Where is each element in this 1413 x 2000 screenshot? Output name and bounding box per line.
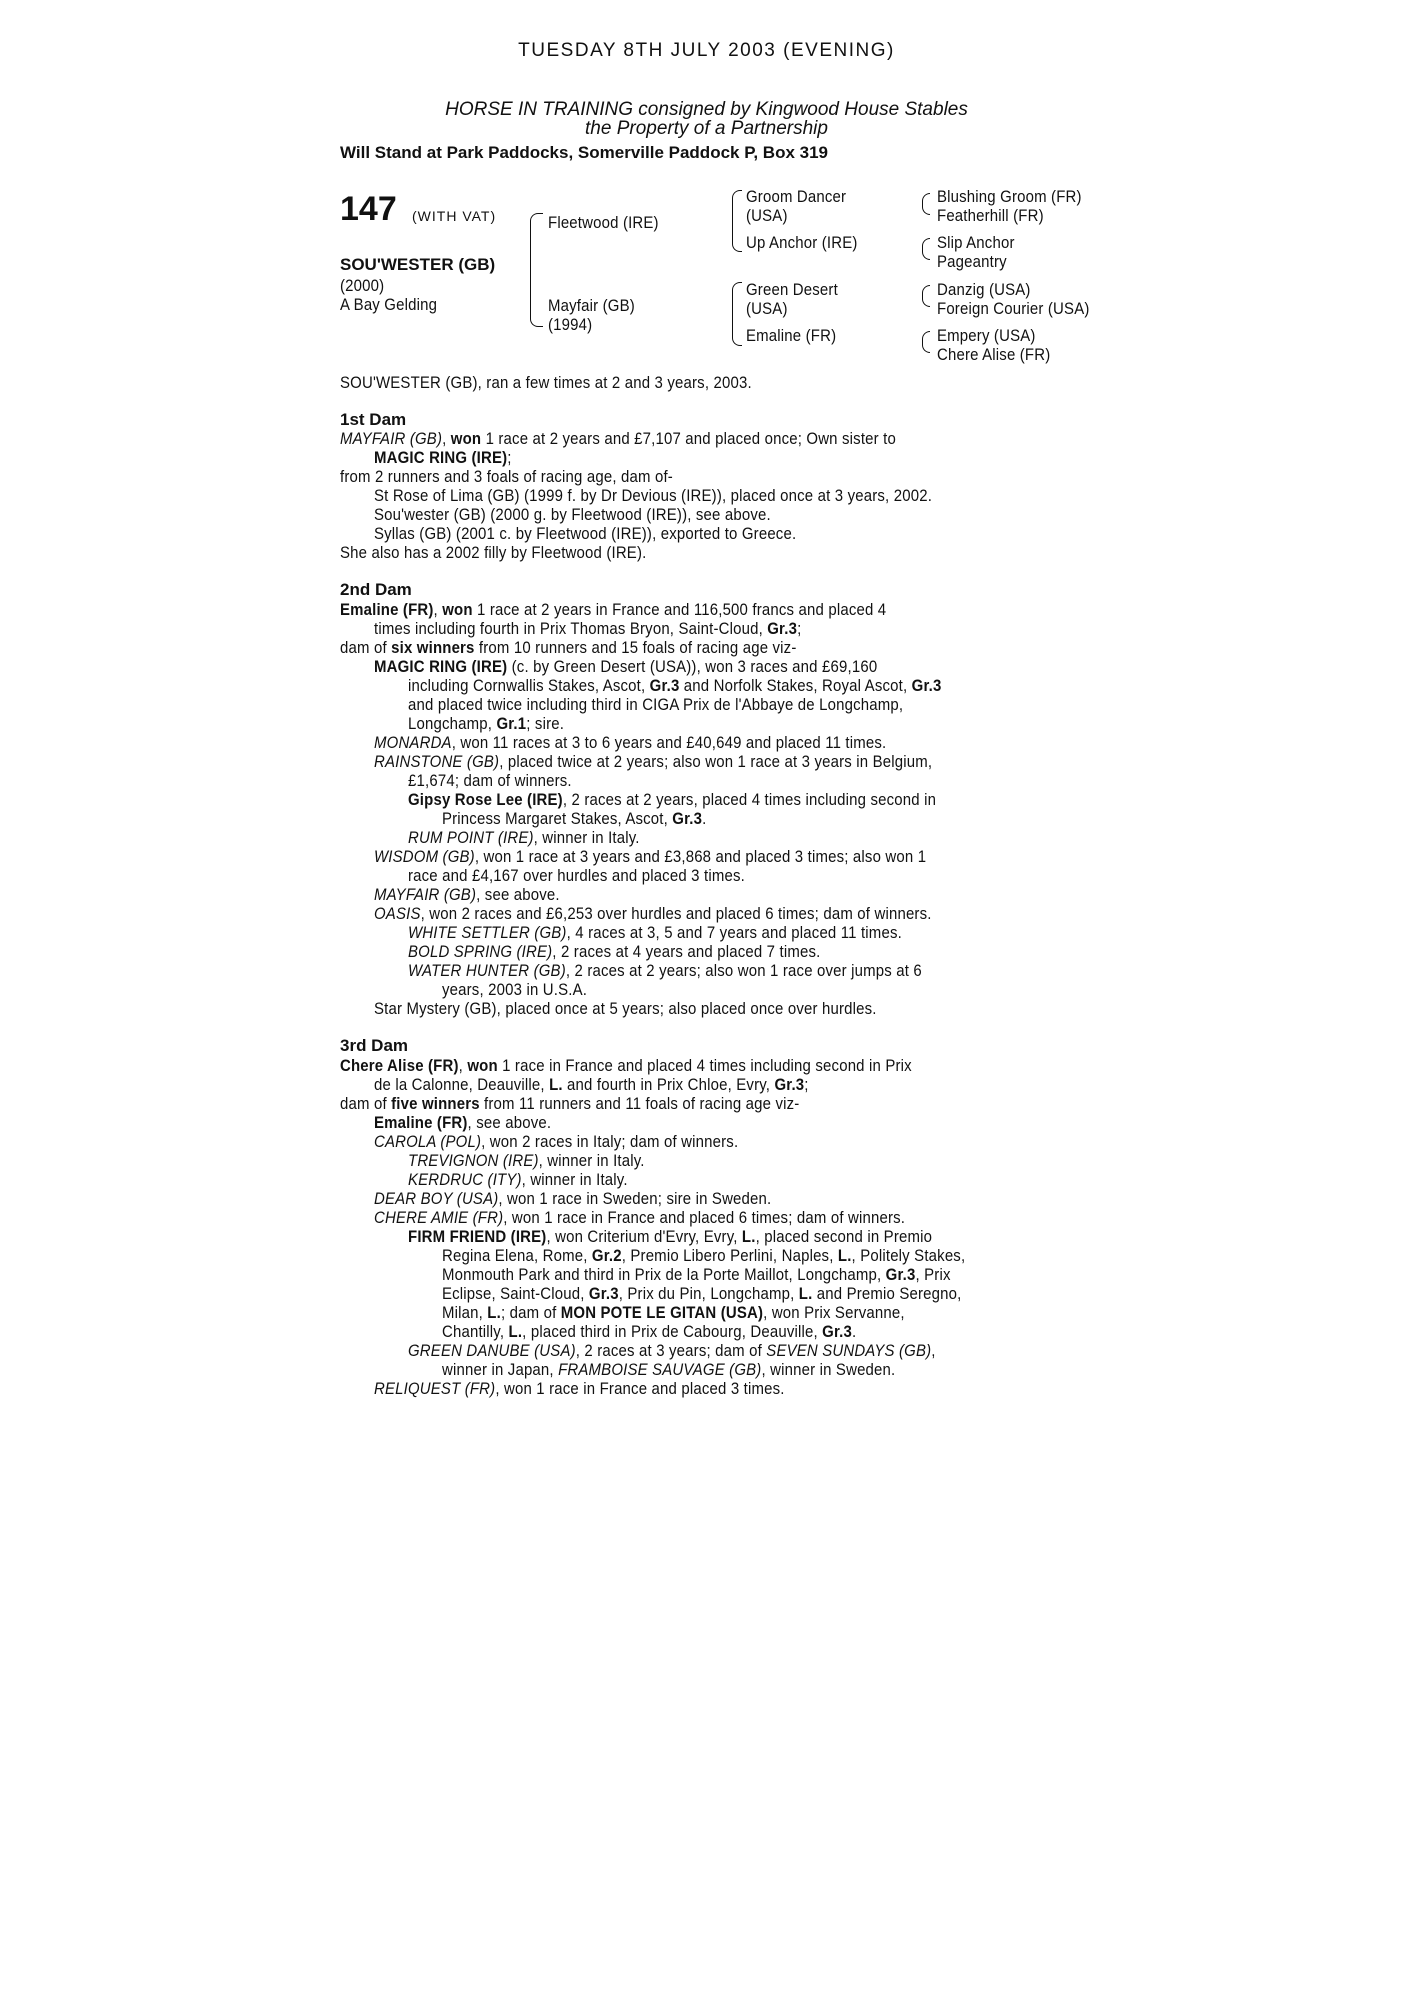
dam2-produce-line: MAYFAIR (GB), see above. [374, 885, 560, 904]
dam3-line: Chere Alise (FR), won 1 race in France and placed 4 times including second in Prix [340, 1056, 912, 1075]
dam2-produce-line: including Cornwallis Stakes, Ascot, Gr.3 and Norfolk Stakes, Royal Ascot, Gr.3 [408, 676, 942, 695]
section-title-2nd-dam: 2nd Dam [340, 580, 412, 599]
dam2-produce-line: MONARDA, won 11 races at 3 to 6 years and £40,649 and placed 11 times. [374, 733, 887, 752]
dam1-produce-line: Syllas (GB) (2001 c. by Fleetwood (IRE)), exported to Greece. [374, 524, 797, 543]
pedigree-ds-sire: Danzig (USA) [937, 280, 1031, 299]
dam2-produce-line: and placed twice including third in CIGA Prix de l'Abbaye de Longchamp, [408, 695, 904, 714]
dam2-produce-line: RAINSTONE (GB), placed twice at 2 years; also won 1 race at 3 years in Belgium, [374, 752, 933, 771]
dam2-produce-line: OASIS, won 2 races and £6,253 over hurdles and placed 6 times; dam of winners. [374, 904, 932, 923]
dam3-produce-line: DEAR BOY (USA), won 1 race in Sweden; sire in Sweden. [374, 1189, 772, 1208]
pedigree-dam-sire: Green Desert [746, 280, 838, 299]
dam3-produce-line: Chantilly, L., placed third in Prix de Cabourg, Deauville, Gr.3. [442, 1322, 857, 1341]
dam2-produce-line: Princess Margaret Stakes, Ascot, Gr.3. [442, 809, 707, 828]
pedigree-sire-sire-country: (USA) [746, 206, 788, 225]
pedigree-brace [922, 238, 930, 260]
pedigree-sd-dam: Pageantry [937, 252, 1007, 271]
pedigree-dam-sire-country: (USA) [746, 299, 788, 318]
pedigree-dd-sire: Empery (USA) [937, 326, 1036, 345]
pedigree-sire: Fleetwood (IRE) [548, 213, 659, 232]
vat-label: (WITH VAT) [412, 208, 497, 224]
dam2-produce-line: Gipsy Rose Lee (IRE), 2 races at 2 years, placed 4 times including second in [408, 790, 937, 809]
dam1-line: She also has a 2002 filly by Fleetwood (IRE). [340, 543, 647, 562]
section-title-1st-dam: 1st Dam [340, 410, 407, 429]
foaling-year: (2000) [340, 276, 385, 295]
lot-number: 147 [340, 190, 397, 228]
pedigree-brace [732, 190, 742, 252]
dam3-produce-line: Eclipse, Saint-Cloud, Gr.3, Prix du Pin, Longchamp, L. and Premio Seregno, [442, 1284, 962, 1303]
pedigree-dam: Mayfair (GB) [548, 296, 635, 315]
dam3-produce-line: Emaline (FR), see above. [374, 1113, 552, 1132]
pedigree-dd-dam: Chere Alise (FR) [937, 345, 1051, 364]
dam2-produce-line: WATER HUNTER (GB), 2 races at 2 years; also won 1 race over jumps at 6 [408, 961, 922, 980]
dam2-produce-line: BOLD SPRING (IRE), 2 races at 4 years and placed 7 times. [408, 942, 821, 961]
dam3-produce-line: CHERE AMIE (FR), won 1 race in France and placed 6 times; dam of winners. [374, 1208, 906, 1227]
pedigree-brace [922, 331, 930, 353]
dam3-produce-line: Regina Elena, Rome, Gr.2, Premio Libero Perlini, Naples, L., Politely Stakes, [442, 1246, 966, 1265]
dam3-line: de la Calonne, Deauville, L. and fourth in Prix Chloe, Evry, Gr.3; [374, 1075, 809, 1094]
pedigree-sd-sire: Slip Anchor [937, 233, 1015, 252]
pedigree-sire-sire: Groom Dancer [746, 187, 847, 206]
dam1-line: MAGIC RING (IRE); [374, 448, 512, 467]
dam3-produce-line: KERDRUC (ITY), winner in Italy. [408, 1170, 628, 1189]
dam2-produce-line: Longchamp, Gr.1; sire. [408, 714, 565, 733]
stand-location: Will Stand at Park Paddocks, Somerville Paddock P, Box 319 [340, 143, 829, 162]
dam3-produce-line: RELIQUEST (FR), won 1 race in France and placed 3 times. [374, 1379, 785, 1398]
horse-name: SOU'WESTER (GB) [340, 255, 496, 274]
pedigree-brace [922, 285, 930, 307]
dam2-produce-line: £1,674; dam of winners. [408, 771, 572, 790]
dam1-produce-line: St Rose of Lima (GB) (1999 f. by Dr Devious (IRE)), placed once at 3 years, 2002. [374, 486, 933, 505]
dam1-produce-line: Sou'wester (GB) (2000 g. by Fleetwood (IRE)), see above. [374, 505, 771, 524]
dam3-produce-line: Monmouth Park and third in Prix de la Porte Maillot, Longchamp, Gr.3, Prix [442, 1265, 951, 1284]
dam2-produce-line: RUM POINT (IRE), winner in Italy. [408, 828, 640, 847]
dam3-produce-line: CAROLA (POL), won 2 races in Italy; dam of winners. [374, 1132, 739, 1151]
pedigree-ss-sire: Blushing Groom (FR) [937, 187, 1082, 206]
dam2-produce-line: WISDOM (GB), won 1 race at 3 years and £3,868 and placed 3 times; also won 1 [374, 847, 927, 866]
pedigree-sire-dam: Up Anchor (IRE) [746, 233, 858, 252]
dam3-produce-line: FIRM FRIEND (IRE), won Criterium d'Evry, Evry, L., placed second in Premio [408, 1227, 933, 1246]
pedigree-brace [530, 213, 543, 327]
pedigree-dam-year: (1994) [548, 315, 593, 334]
dam3-line: dam of five winners from 11 runners and 11 foals of racing age viz- [340, 1094, 800, 1113]
dam2-line: times including fourth in Prix Thomas Bryon, Saint-Cloud, Gr.3; [374, 619, 802, 638]
racing-summary: SOU'WESTER (GB), ran a few times at 2 and 3 years, 2003. [340, 373, 752, 392]
dam3-produce-line: TREVIGNON (IRE), winner in Italy. [408, 1151, 645, 1170]
dam2-produce-line: WHITE SETTLER (GB), 4 races at 3, 5 and 7 years and placed 11 times. [408, 923, 902, 942]
horse-description: A Bay Gelding [340, 295, 438, 314]
consignment-line: HORSE IN TRAINING consigned by Kingwood House Stables [445, 99, 968, 120]
dam3-produce-line: GREEN DANUBE (USA), 2 races at 3 years; dam of SEVEN SUNDAYS (GB), [408, 1341, 936, 1360]
section-title-3rd-dam: 3rd Dam [340, 1036, 409, 1055]
pedigree-brace [732, 282, 742, 346]
pedigree-ds-dam: Foreign Courier (USA) [937, 299, 1090, 318]
dam2-line: dam of six winners from 10 runners and 15 foals of racing age viz- [340, 638, 797, 657]
dam2-produce-line: race and £4,167 over hurdles and placed 3 times. [408, 866, 745, 885]
pedigree-brace [922, 193, 930, 215]
dam2-produce-line: Star Mystery (GB), placed once at 5 years; also placed once over hurdles. [374, 999, 877, 1018]
dam1-line: MAYFAIR (GB), won 1 race at 2 years and £7,107 and placed once; Own sister to [340, 429, 896, 448]
pedigree-ss-dam: Featherhill (FR) [937, 206, 1044, 225]
dam3-produce-line: Milan, L.; dam of MON POTE LE GITAN (USA), won Prix Servanne, [442, 1303, 905, 1322]
sale-date-heading: TUESDAY 8TH JULY 2003 (EVENING) [518, 40, 895, 61]
ownership-line: the Property of a Partnership [585, 118, 828, 139]
dam1-line: from 2 runners and 3 foals of racing age, dam of- [340, 467, 673, 486]
dam2-line: Emaline (FR), won 1 race at 2 years in France and 116,500 francs and placed 4 [340, 600, 887, 619]
dam2-produce-line: MAGIC RING (IRE) (c. by Green Desert (USA)), won 3 races and £69,160 [374, 657, 878, 676]
pedigree-dam-dam: Emaline (FR) [746, 326, 837, 345]
dam3-produce-line: winner in Japan, FRAMBOISE SAUVAGE (GB), winner in Sweden. [442, 1360, 896, 1379]
dam2-produce-line: years, 2003 in U.S.A. [442, 980, 588, 999]
